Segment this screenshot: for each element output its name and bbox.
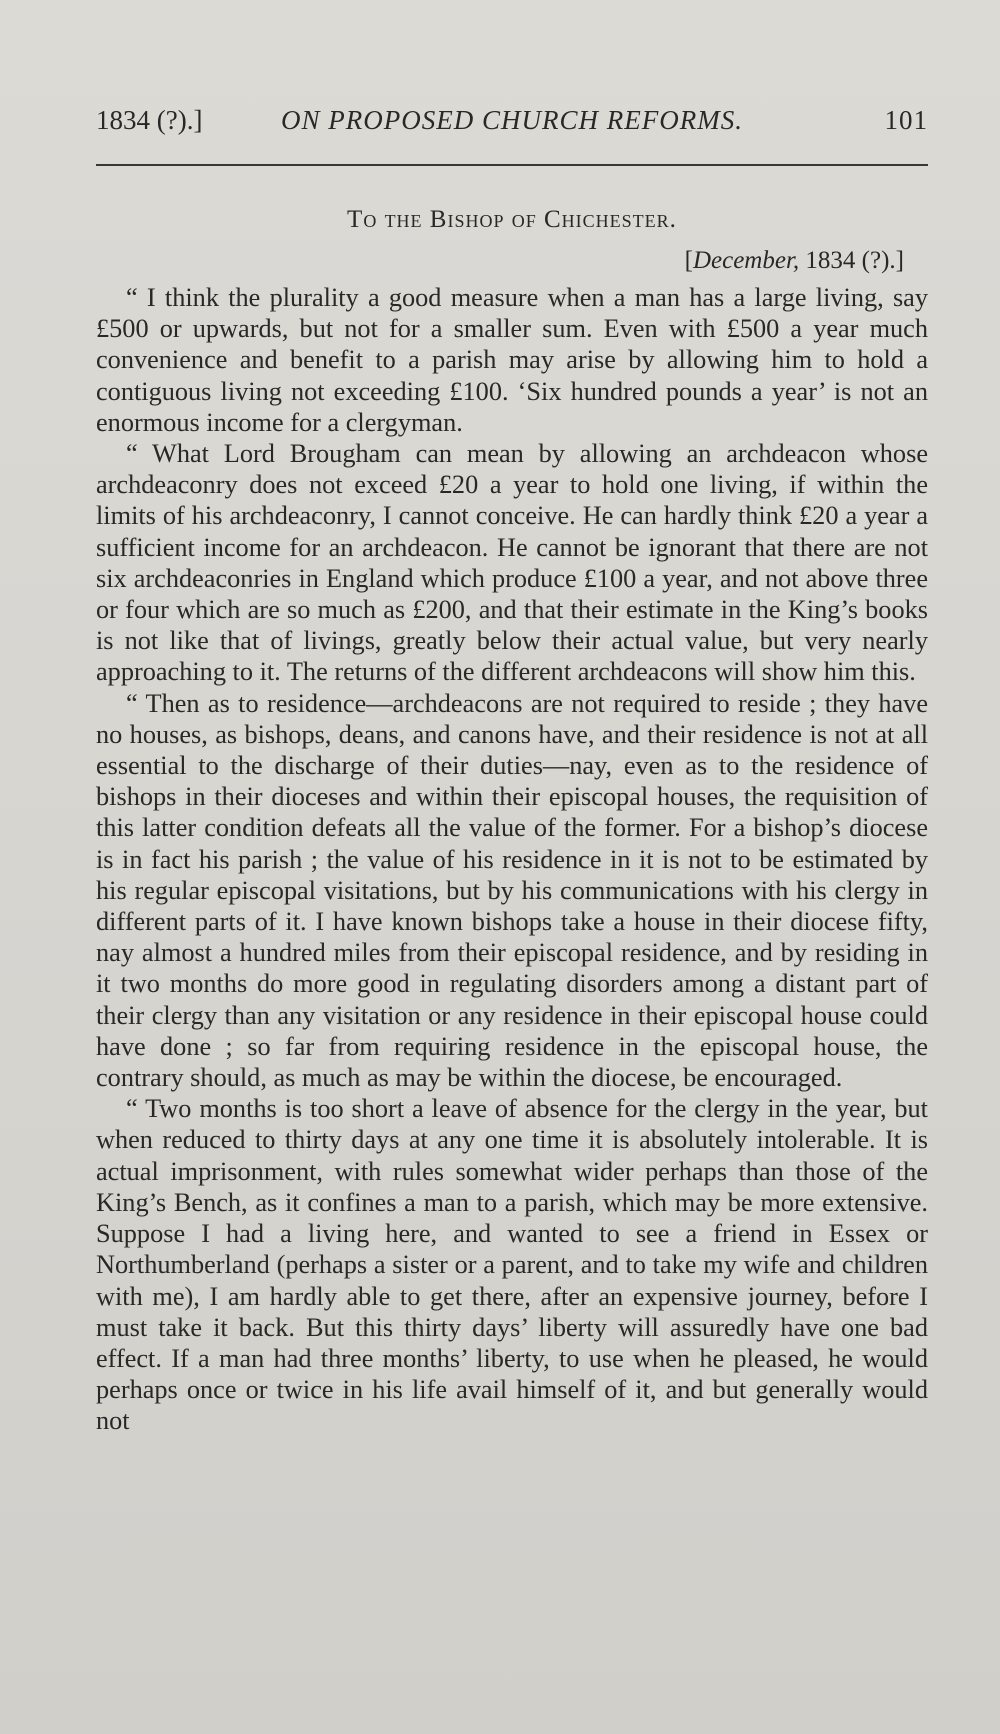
page-number: 101 — [884, 105, 928, 135]
date-bracket: [ — [684, 247, 693, 274]
letter-date — [685, 244, 904, 278]
running-head — [96, 100, 928, 140]
paragraph: “ Then as to residence—archdeacons are not required to reside ; they have no houses, as bishops, deans, and canons have, and their residence is not at all essential to the discharge of their duties—nay, even as to the residence of bishops in their dioceses and within their episcopal houses, the requisition of this latter condition defeats all the value of the former. For a bishop’s diocese is in fact his parish ; the value of his residence in it is not to be estimated by his regular episcopal visitations, but by his communications with his clergy in different parts of it. I have known bishops take a house in their diocese fifty, nay almost a hundred miles from their episcopal residence, and by residing in it two months do more good in regulating disorders among a distant part of their clergy than any visitation or any residence in their episcopal house could have done ; so far from requiring residence in the episcopal house, the contrary should, as much as may be within the diocese, be encouraged. — [96, 688, 928, 1093]
header-rule — [96, 164, 928, 166]
paragraph: “ I think the plurality a good measure when a man has a large living, say £500 or upwards, but not for a smaller sum. Even with £500 a year much convenience and benefit to a parish may arise by allowing him to hold a contiguous living not exceeding £100. ‘Six hundred pounds a year’ is not an enormous income for a clergyman. — [96, 283, 928, 437]
paragraph: “ What Lord Brougham can mean by allowing an archdeacon whose archdeaconry does not exceed £20 a year to hold one living, if within the limits of his archdeaconry, I cannot conceive. He can hardly think £20 a year a sufficient income for an archdeacon. He cannot be ignorant that there are not six archdeaconries in England which produce £100 a year, and not above three or four which are so much as £200, and that their estimate in the King’s books is not like that of livings, greatly below their actual value, but very nearly approaching to it. The returns of the different archdeacons will show him this. — [96, 439, 928, 687]
paragraph: “ Two months is too short a leave of absence for the clergy in the year, but when reduced to thirty days at any one time it is absolutely intolerable. It is actual imprisonment, with rules somewhat wider perhaps than those of the King’s Bench, as it confines a man to a parish, which may be more extensive. Suppose I had a living here, and wanted to see a friend in Essex or Northumberland (perhaps a sister or a parent, and to take my wife and children with me), I am hardly able to get there, after an expensive journey, before I must take it back. But this thirty days’ liberty will assuredly have one bad effect. If a man had three months’ liberty, to use when he pleased, he would perhaps once or twice in his life avail himself of it, and but generally would not — [96, 1094, 928, 1436]
date-year: 1834 (?).] — [799, 247, 904, 274]
running-head-date: 1834 (?).] — [96, 105, 203, 135]
date-month: December, — [692, 247, 800, 274]
letter-body — [96, 282, 928, 1437]
running-head-title: ON PROPOSED CHURCH REFORMS. — [281, 105, 743, 135]
letter-title: To the Bishop of Chichester. — [347, 206, 677, 233]
